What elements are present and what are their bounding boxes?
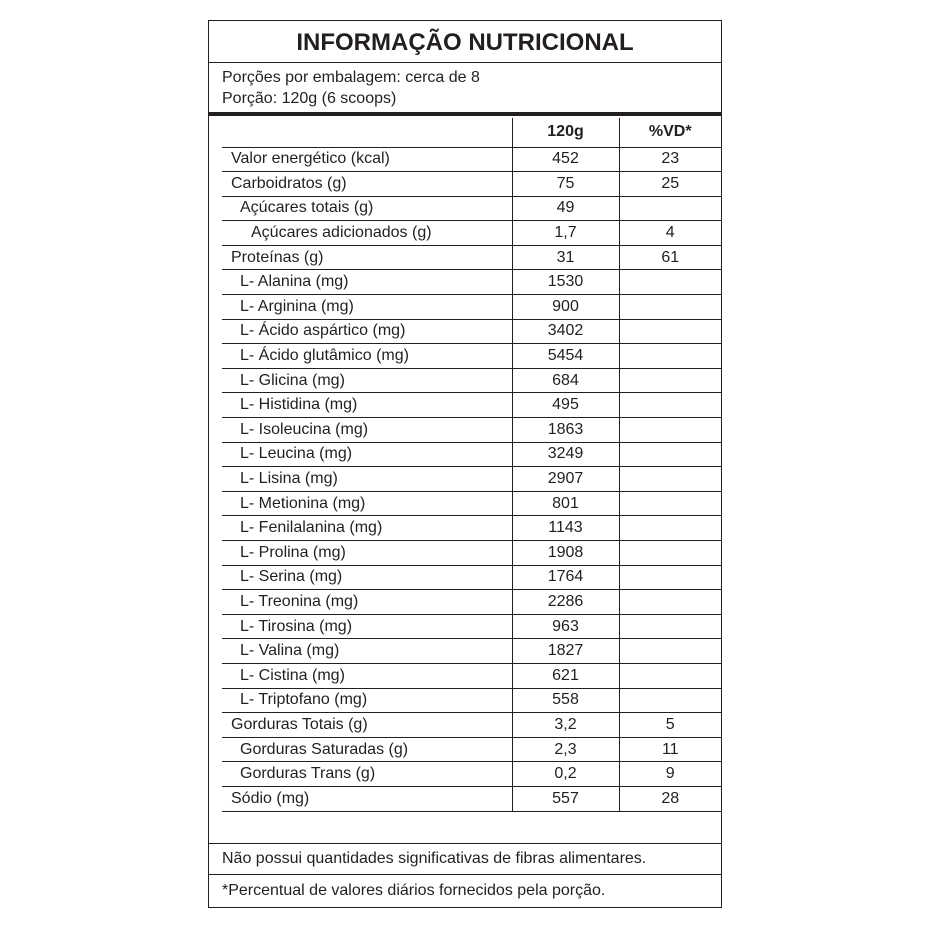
- column-header-quantity: 120g: [512, 118, 619, 147]
- nutrient-daily-value: [619, 344, 721, 369]
- nutrient-quantity: 1827: [512, 639, 619, 664]
- nutrient-name: L- Metionina (mg): [222, 491, 512, 516]
- nutrient-name: Açúcares totais (g): [222, 196, 512, 221]
- table-row: [222, 516, 721, 541]
- serving-info: [222, 67, 480, 109]
- nutrient-quantity: 75: [512, 172, 619, 197]
- table-row: [222, 762, 721, 787]
- table-row: [222, 786, 721, 811]
- nutrient-daily-value: [619, 688, 721, 713]
- nutrient-name: L- Histidina (mg): [222, 393, 512, 418]
- table-row: [222, 147, 721, 172]
- table-row: [222, 688, 721, 713]
- fiber-footnote: Não possui quantidades significativas de fibras alimentares.: [209, 843, 721, 875]
- table-row: [222, 245, 721, 270]
- nutrient-quantity: 963: [512, 614, 619, 639]
- nutrient-name: L- Ácido glutâmico (mg): [222, 344, 512, 369]
- table-row: [222, 344, 721, 369]
- nutrient-quantity: 31: [512, 245, 619, 270]
- nutrient-quantity: 2286: [512, 590, 619, 615]
- nutrient-daily-value: 25: [619, 172, 721, 197]
- table-row: [222, 221, 721, 246]
- nutrient-daily-value: [619, 467, 721, 492]
- table-row: [222, 393, 721, 418]
- nutrient-name: L- Ácido aspártico (mg): [222, 319, 512, 344]
- nutrient-name: L- Fenilalanina (mg): [222, 516, 512, 541]
- nutrient-daily-value: [619, 196, 721, 221]
- nutrient-daily-value: [619, 418, 721, 443]
- nutrient-daily-value: [619, 663, 721, 688]
- nutrient-quantity: 1908: [512, 541, 619, 566]
- nutrient-daily-value: [619, 639, 721, 664]
- nutrient-quantity: 2,3: [512, 737, 619, 762]
- nutrient-name: L- Lisina (mg): [222, 467, 512, 492]
- nutrient-daily-value: [619, 442, 721, 467]
- nutrient-quantity: 557: [512, 786, 619, 811]
- nutrient-quantity: 452: [512, 147, 619, 172]
- nutrition-facts-label: [208, 20, 722, 908]
- nutrient-quantity: 0,2: [512, 762, 619, 787]
- nutrient-daily-value: [619, 516, 721, 541]
- nutrient-quantity: 3402: [512, 319, 619, 344]
- table-row: [222, 590, 721, 615]
- nutrient-name: Carboidratos (g): [222, 172, 512, 197]
- nutrient-name: L- Leucina (mg): [222, 442, 512, 467]
- daily-value-footnote: *Percentual de valores diários fornecidos pela porção.: [222, 882, 606, 899]
- nutrient-daily-value: [619, 491, 721, 516]
- nutrient-daily-value: [619, 565, 721, 590]
- nutrient-name: L- Serina (mg): [222, 565, 512, 590]
- table-row: [222, 541, 721, 566]
- nutrient-quantity: 1764: [512, 565, 619, 590]
- nutrient-quantity: 1143: [512, 516, 619, 541]
- serving-size: Porção: 120g (6 scoops): [222, 90, 397, 107]
- nutrient-daily-value: [619, 393, 721, 418]
- nutrient-name: L- Alanina (mg): [222, 270, 512, 295]
- column-header-daily-value: %VD*: [619, 118, 721, 147]
- thick-divider: [209, 112, 721, 116]
- nutrient-name: L- Prolina (mg): [222, 541, 512, 566]
- column-header-name: [222, 118, 512, 147]
- table-row: [222, 418, 721, 443]
- nutrient-daily-value: [619, 614, 721, 639]
- nutrient-quantity: 3249: [512, 442, 619, 467]
- table-row: [222, 442, 721, 467]
- nutrient-daily-value: [619, 319, 721, 344]
- nutrient-daily-value: [619, 541, 721, 566]
- table-row: [222, 368, 721, 393]
- nutrient-quantity: 1530: [512, 270, 619, 295]
- nutrient-name: Valor energético (kcal): [222, 147, 512, 172]
- table-row: [222, 319, 721, 344]
- nutrient-name: L- Valina (mg): [222, 639, 512, 664]
- table-row: [222, 737, 721, 762]
- table-header-row: [222, 118, 721, 147]
- nutrient-quantity: 1863: [512, 418, 619, 443]
- table-row: [222, 663, 721, 688]
- table-row: [222, 270, 721, 295]
- nutrient-name: L- Tirosina (mg): [222, 614, 512, 639]
- table-row: [222, 614, 721, 639]
- nutrient-name: Gorduras Totais (g): [222, 713, 512, 738]
- nutrient-daily-value: [619, 368, 721, 393]
- table-row: [222, 565, 721, 590]
- servings-per-package: Porções por embalagem: cerca de 8: [222, 69, 480, 86]
- nutrient-daily-value: 23: [619, 147, 721, 172]
- table-row: [222, 713, 721, 738]
- nutrient-quantity: 900: [512, 295, 619, 320]
- nutrient-daily-value: 5: [619, 713, 721, 738]
- nutrient-daily-value: [619, 295, 721, 320]
- table-row: [222, 295, 721, 320]
- nutrient-name: L- Triptofano (mg): [222, 688, 512, 713]
- nutrient-name: L- Glicina (mg): [222, 368, 512, 393]
- nutrient-quantity: 3,2: [512, 713, 619, 738]
- nutrient-daily-value: 9: [619, 762, 721, 787]
- table-row: [222, 467, 721, 492]
- nutrient-name: L- Treonina (mg): [222, 590, 512, 615]
- nutrient-quantity: 495: [512, 393, 619, 418]
- nutrient-quantity: 2907: [512, 467, 619, 492]
- nutrient-quantity: 621: [512, 663, 619, 688]
- nutrient-name: Gorduras Saturadas (g): [222, 737, 512, 762]
- nutrient-quantity: 684: [512, 368, 619, 393]
- nutrient-quantity: 49: [512, 196, 619, 221]
- nutrient-daily-value: 61: [619, 245, 721, 270]
- table-row: [222, 196, 721, 221]
- label-title: INFORMAÇÃO NUTRICIONAL: [209, 21, 721, 63]
- nutrient-daily-value: 4: [619, 221, 721, 246]
- nutrient-daily-value: 28: [619, 786, 721, 811]
- nutrient-daily-value: [619, 270, 721, 295]
- nutrient-quantity: 558: [512, 688, 619, 713]
- nutrient-rows: [222, 147, 721, 811]
- nutrient-quantity: 5454: [512, 344, 619, 369]
- nutrient-quantity: 1,7: [512, 221, 619, 246]
- nutrient-name: Açúcares adicionados (g): [222, 221, 512, 246]
- nutrient-daily-value: 11: [619, 737, 721, 762]
- nutrient-daily-value: [619, 590, 721, 615]
- table-row: [222, 172, 721, 197]
- nutrient-name: Gorduras Trans (g): [222, 762, 512, 787]
- nutrient-quantity: 801: [512, 491, 619, 516]
- nutrient-name: Proteínas (g): [222, 245, 512, 270]
- nutrition-table: [222, 118, 721, 812]
- nutrient-name: L- Arginina (mg): [222, 295, 512, 320]
- nutrient-name: Sódio (mg): [222, 786, 512, 811]
- nutrient-name: L- Cistina (mg): [222, 663, 512, 688]
- nutrient-name: L- Isoleucina (mg): [222, 418, 512, 443]
- table-row: [222, 639, 721, 664]
- table-row: [222, 491, 721, 516]
